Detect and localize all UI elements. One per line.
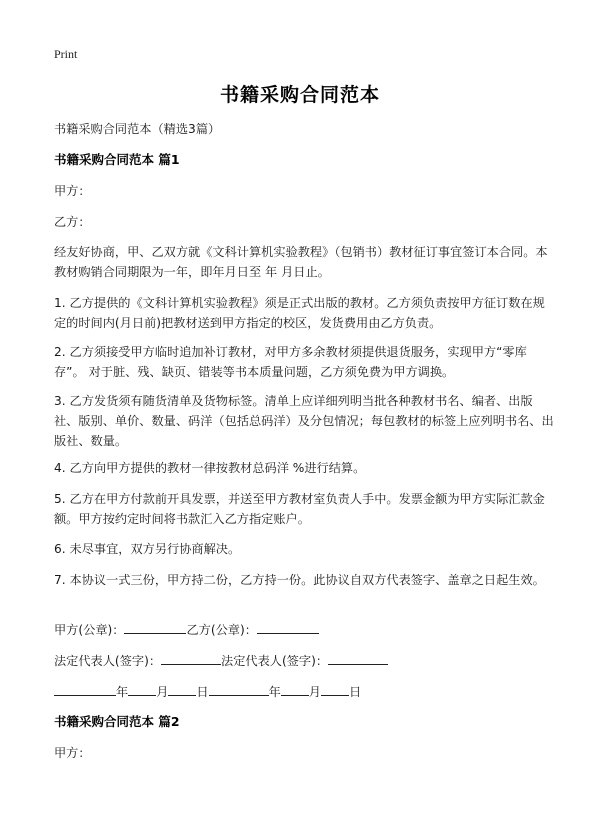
year-a-blank	[54, 681, 116, 696]
month-a-label: 月	[156, 685, 169, 699]
page-title: 书籍采购合同范本	[219, 84, 380, 106]
section2-party-a-line: 甲方：	[54, 746, 91, 760]
seal-a-blank	[124, 619, 186, 634]
section-heading-2: 书籍采购合同范本 篇2	[54, 714, 180, 729]
month-b-blank	[281, 681, 309, 696]
party-a-line: 甲方：	[54, 184, 91, 198]
rep-b-label: 法定代表人(签字)：	[221, 654, 329, 668]
clause-6: 6. 未尽事宜，双方另行协商解决。	[54, 542, 241, 556]
seal-b-label: 乙方(公章)：	[186, 623, 257, 637]
day-b-blank	[321, 681, 349, 696]
year-b-label: 年	[268, 685, 281, 699]
day-a-label: 日	[196, 685, 209, 699]
month-a-blank	[128, 681, 156, 696]
clause-4: 4. 乙方向甲方提供的教材一律按教材总码洋 %进行结算。	[54, 461, 366, 475]
clause-2: 2. 乙方须接受甲方临时追加补订教材，对甲方多余教材须提供退货服务，实现甲方“零库存”。 对于脏、残、缺页、错装等书本质量问题，乙方须免费为甲方调换。	[54, 345, 527, 379]
clause-3: 3. 乙方发货须有随货清单及货物标签。清单上应详细列明当批各种教材书名、编者、出版社、版别、单价、数量、码洋（包括总码洋）及分包情况；每包教材的标签上应列明书名、出版社、数量。	[54, 394, 554, 448]
seal-line	[54, 619, 554, 640]
section-heading-1: 书籍采购合同范本 篇1	[54, 152, 180, 167]
rep-a-label: 法定代表人(签字)：	[54, 654, 162, 668]
day-b-label: 日	[348, 685, 362, 699]
date-line	[54, 681, 554, 702]
seal-b-blank	[257, 619, 319, 634]
month-b-label: 月	[308, 685, 321, 699]
clause-5: 5. 乙方在甲方付款前开具发票，并送至甲方教材室负责人手中。发票金额为甲方实际汇款金额。甲方按约定时间将书款汇入乙方指定账户。	[54, 492, 545, 526]
rep-a-blank	[161, 650, 221, 665]
preamble-paragraph: 经友好协商，甲、乙双方就《文科计算机实验教程》（包销书）教材征订事宜签订本合同。本教材购销合同期限为一年，即年月日至 年 月日止。	[54, 245, 548, 279]
clause-7: 7. 本协议一式三份，甲方持二份，乙方持一份。此协议自双方代表签字、盖章之日起生效。	[54, 573, 545, 587]
seal-a-label: 甲方(公章)：	[54, 623, 125, 637]
clause-1: 1. 乙方提供的《文科计算机实验教程》须是正式出版的教材。乙方须负责按甲方征订数在规定的时间内(月日前)把教材送到甲方指定的校区，发货费用由乙方负责。	[54, 296, 545, 330]
year-a-label: 年	[116, 685, 129, 699]
year-b-blank	[209, 681, 269, 696]
representative-line	[54, 650, 554, 671]
intro-line: 书籍采购合同范本（精选3篇）	[54, 122, 221, 136]
rep-b-blank	[328, 650, 388, 665]
party-b-line: 乙方：	[54, 215, 91, 229]
print-label: Print	[54, 47, 78, 61]
day-a-blank	[168, 681, 196, 696]
